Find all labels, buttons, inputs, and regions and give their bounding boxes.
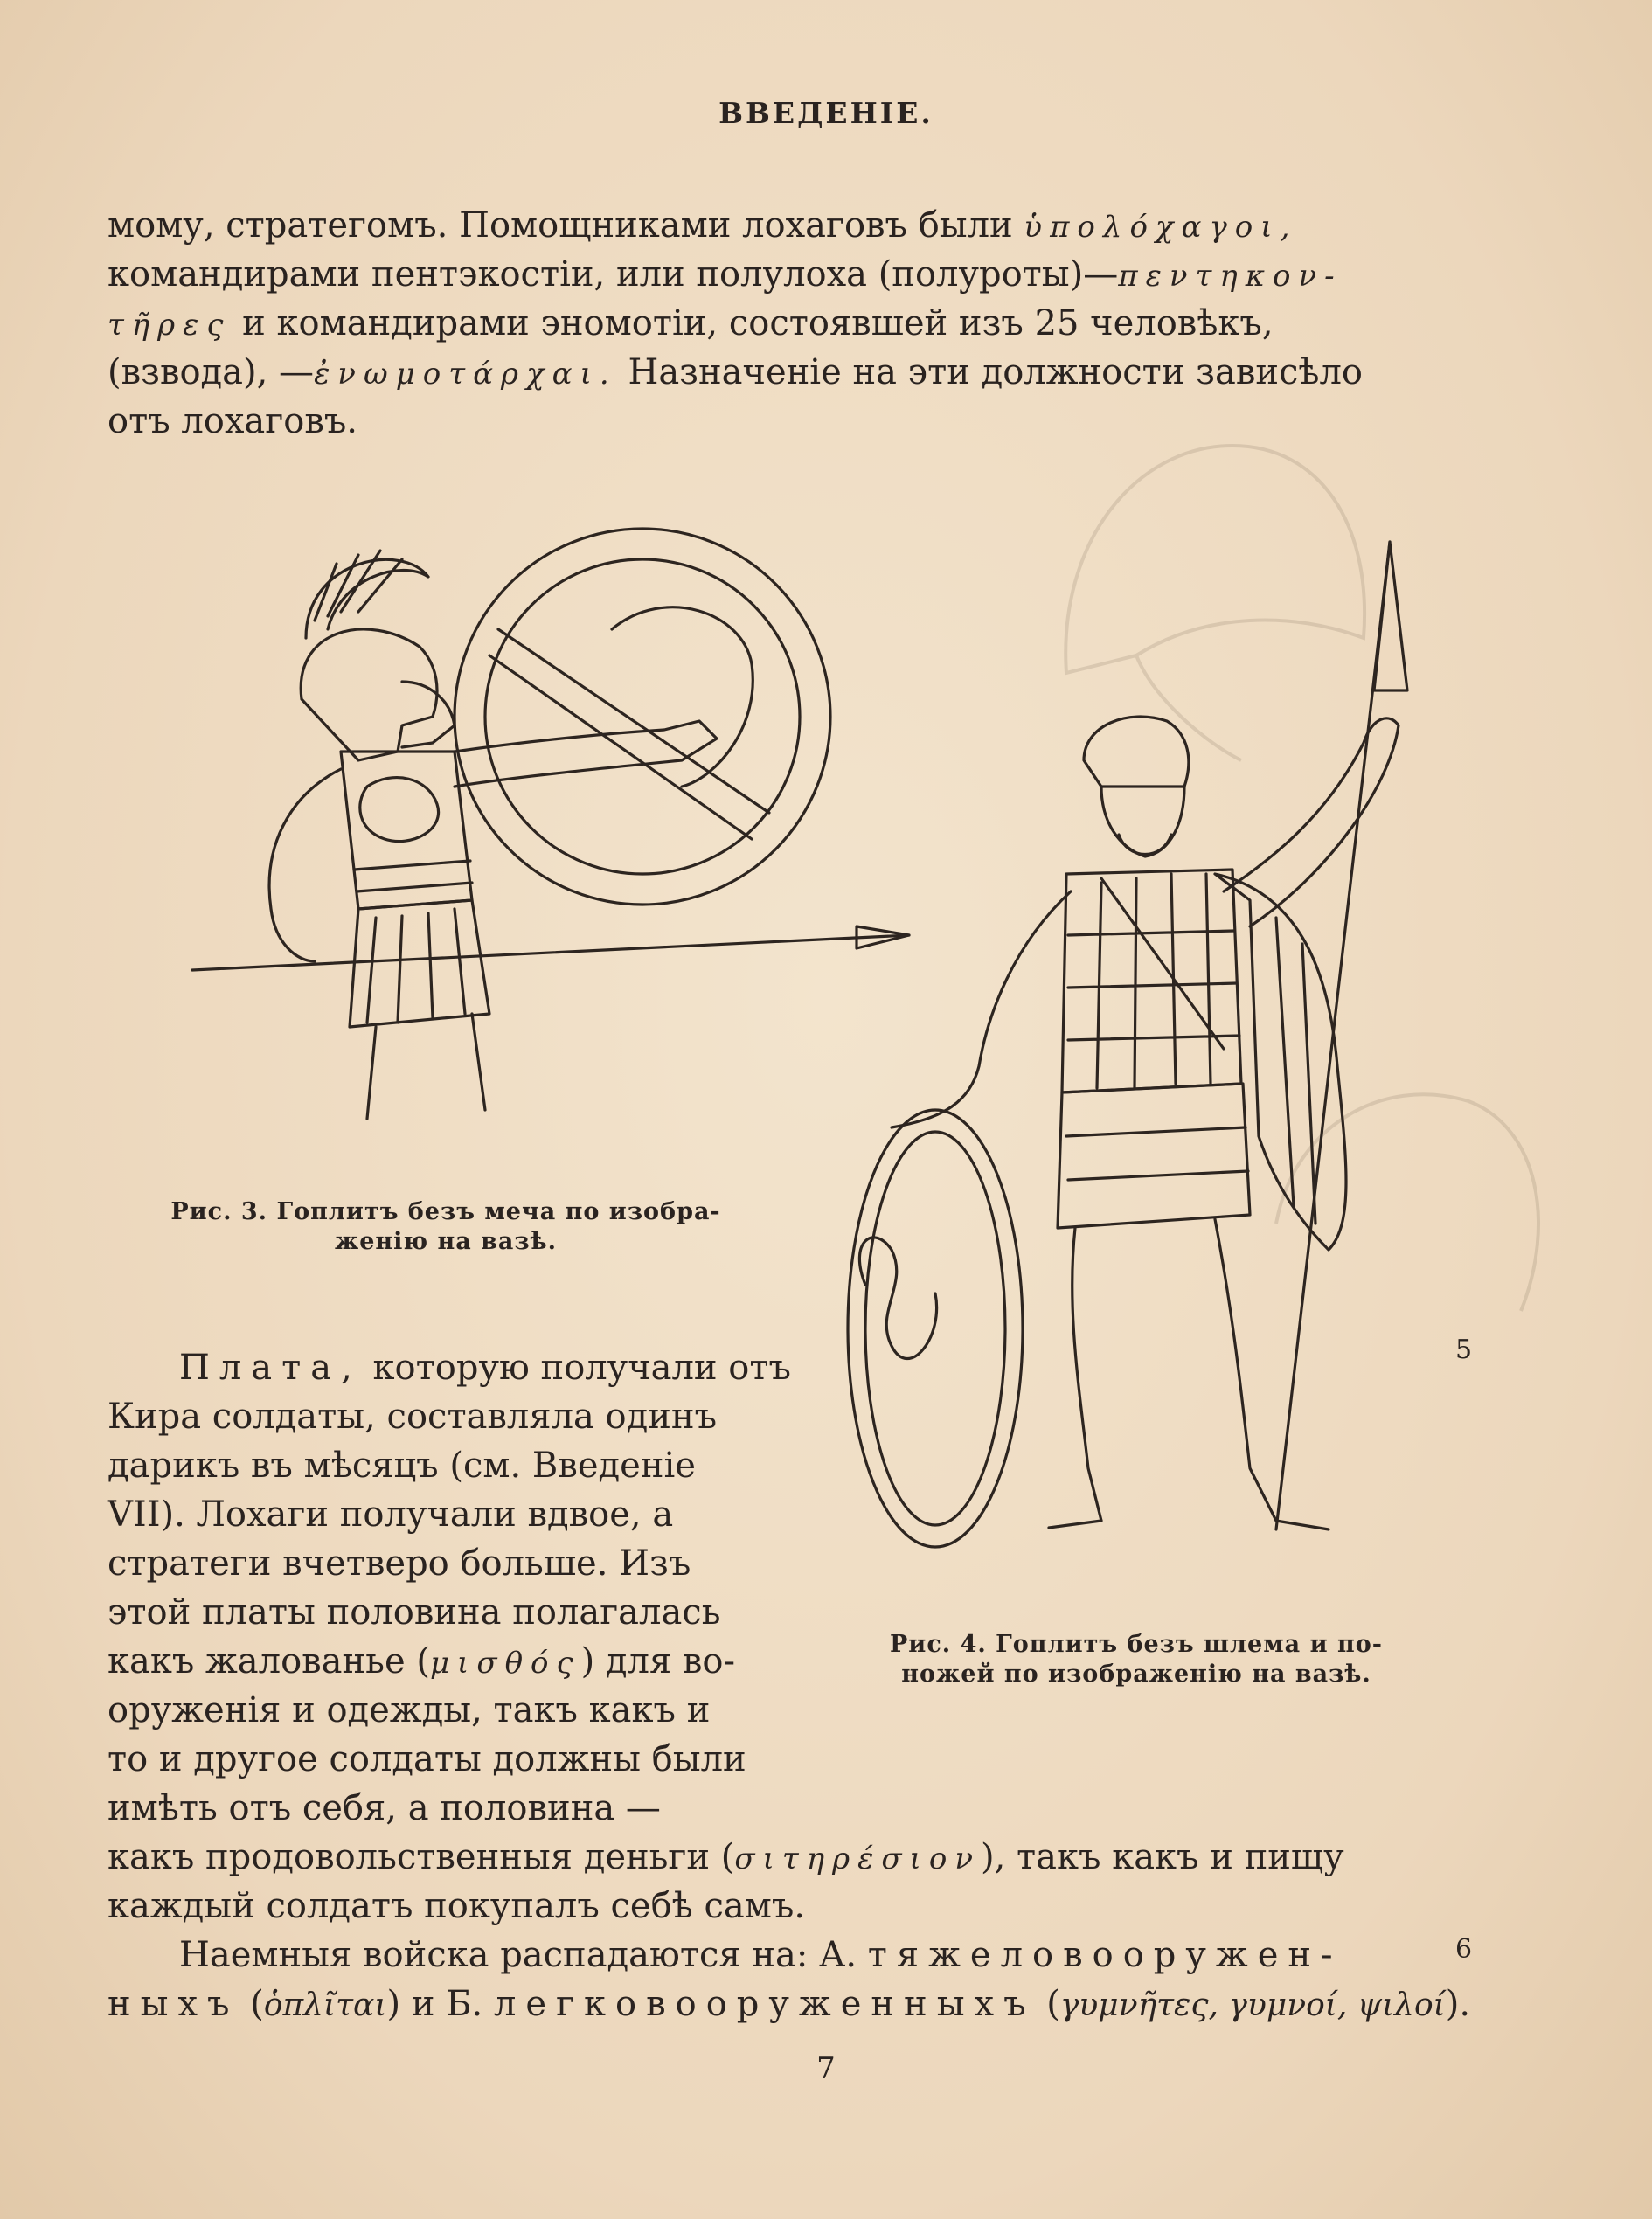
armor-grid [1068, 874, 1239, 1088]
text-line: то и другое солдаты должны были [108, 1739, 746, 1779]
greek-term: ἐνωμοτάρχαι. [314, 357, 617, 392]
text-line [179, 1931, 1343, 1980]
greek-term: ὑπολόχαγοι, [1024, 210, 1298, 245]
beard [1119, 835, 1171, 855]
armor-band [354, 861, 472, 891]
caption-line: женію на вазѣ. [334, 1228, 558, 1255]
figure-4-caption [826, 1630, 1447, 1689]
cloak-folds [1276, 918, 1315, 1224]
greek-term: τῆρες [108, 308, 232, 343]
margin-line-number: 5 [1455, 1335, 1473, 1365]
figure-4-hoplite-illustration [839, 524, 1416, 1556]
helmet [301, 629, 437, 760]
shield-outer [455, 529, 830, 905]
skirt [1058, 1084, 1250, 1228]
page-header: ВВЕДЕНІЕ. [718, 96, 934, 130]
spear [192, 935, 909, 970]
caption-line: ножей по изображенію на вазѣ. [901, 1661, 1371, 1688]
greek-term: μισθός [429, 1646, 581, 1681]
face [1101, 787, 1184, 856]
text-line-main: ) для во- [580, 1641, 736, 1682]
text-line-main: командирами пентэкостіи, или полулоха (полуроты)— [108, 254, 1119, 295]
text-line-main: (взвода), — [108, 352, 315, 392]
legs [1072, 1219, 1276, 1521]
greek-term: σιτηρέσιον [734, 1841, 982, 1876]
text-line: стратеги вчетверо больше. Изъ [108, 1543, 691, 1584]
text-line: оруженія и одежды, такъ какъ и [108, 1690, 711, 1730]
text-line [108, 202, 1297, 252]
left-arm [892, 891, 1071, 1127]
emphasized-word: ныхъ [108, 1984, 239, 2024]
text-line [108, 1638, 735, 1688]
emphasized-word: тяжеловооружен- [867, 1935, 1343, 1975]
skirt-pattern [1066, 1127, 1248, 1180]
spear-head [1374, 542, 1407, 690]
greek-term: πεντηκον- [1118, 259, 1343, 294]
shield-strap [498, 629, 769, 813]
text-line: каждый солдатъ покупалъ себѣ самъ. [108, 1886, 806, 1926]
text-line-main: отъ лохаговъ. [108, 401, 357, 441]
caption-line: Рис. 3. Гоплитъ безъ меча по изобра- [170, 1198, 721, 1225]
skirt-folds [367, 909, 465, 1023]
text-line-main: которую получали отъ [361, 1348, 791, 1388]
text-line: имѣть отъ себя, а половина — [108, 1788, 661, 1828]
page-number: 7 [816, 2051, 836, 2086]
text-line-main: и Б. [400, 1984, 494, 2024]
figure-3-caption [105, 1197, 787, 1257]
extended-arm [455, 721, 717, 787]
text-line: ныхъ (ὁπλῖται) и Б. легковооруженныхъ (γυμνῆτες, γυμνοί, ψιλοί). [108, 1984, 1471, 2024]
armor-strap [1101, 878, 1224, 1049]
margin-line-number: 6 [1455, 1934, 1473, 1965]
face [402, 682, 455, 747]
text-line: дарикъ въ мѣсяцъ (см. Введеніе [108, 1446, 696, 1486]
figure-3-hoplite-illustration [140, 524, 944, 1136]
text-line: этой платы половина полагалась [108, 1592, 721, 1633]
text-line [108, 251, 1343, 301]
raised-arm [1224, 718, 1399, 926]
greek-term: ὁπλῖται [263, 1987, 387, 2023]
text-line-main: Наемныя войска распадаются на: А. [179, 1935, 868, 1975]
text-line [108, 1834, 1344, 1883]
text-line-main: Назначеніе на эти должности зависѣло [616, 352, 1364, 392]
shield [848, 1110, 1023, 1547]
emphasized-word: Плата, [179, 1348, 362, 1388]
armor-decoration [360, 778, 439, 842]
text-line [108, 398, 357, 446]
text-line-main: какъ продовольственныя деньги ( [108, 1837, 735, 1877]
text-line: Кира солдаты, составляла одинъ [108, 1397, 718, 1437]
text-line-main: мому, стратегомъ. Помощниками лохаговъ были [108, 205, 1024, 246]
text-line: VII). Лохаги получали вдвое, а [108, 1494, 674, 1535]
text-line-main: ), такъ какъ и пищу [981, 1837, 1344, 1877]
shield-inner [485, 559, 800, 874]
text-line-main: и командирами эномотіи, состоявшей изъ 25 человѣкъ, [231, 303, 1274, 343]
caption-line: Рис. 4. Гоплитъ безъ шлема и по- [890, 1631, 1383, 1658]
shield-strap [489, 655, 752, 839]
text-line-main: какъ жалованье ( [108, 1641, 430, 1682]
back-arm [269, 769, 341, 961]
feet [1049, 1521, 1329, 1529]
emphasized-word: легковооруженныхъ [493, 1984, 1036, 2024]
text-line [108, 349, 1363, 399]
helmet-crest-lines [315, 551, 402, 621]
text-line [108, 300, 1274, 350]
torso-armor [1062, 870, 1241, 1092]
skirt [350, 900, 489, 1027]
text-line [179, 1344, 791, 1392]
greek-term: γυμνῆτες, γυμνοί, ψιλοί [1059, 1987, 1446, 2023]
head-hair [1084, 717, 1189, 787]
legs [367, 1014, 485, 1119]
